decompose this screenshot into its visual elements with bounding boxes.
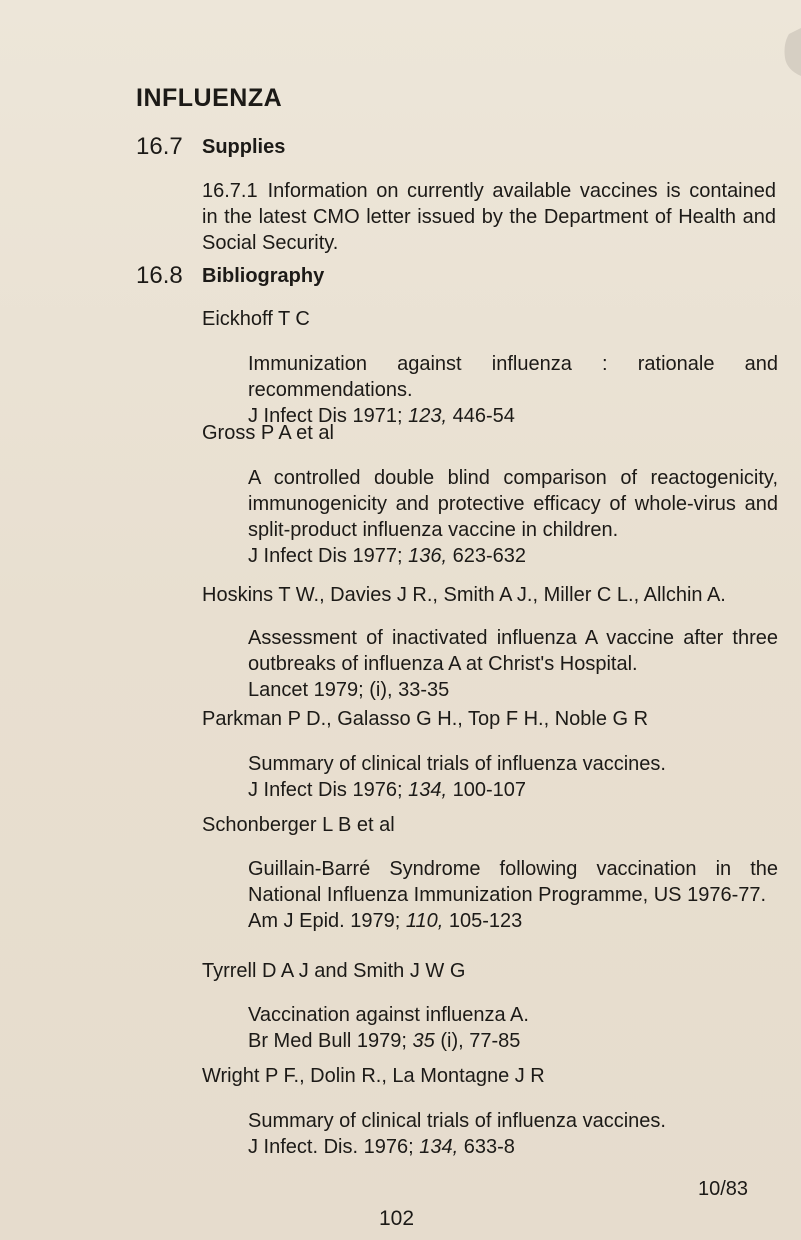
reference-entry: [248, 625, 778, 703]
reference-journal: J Infect Dis 1971;: [248, 405, 403, 427]
reference-authors: Eickhoff T C: [202, 308, 310, 330]
reference-pages: 100-107: [452, 779, 526, 801]
reference-entry: [248, 751, 778, 803]
reference-authors: Parkman P D., Galasso G H., Top F H., Noble G R: [202, 708, 649, 730]
reference-title: A controlled double blind comparison of reactogenicity, immunogenicity and protective efficacy of whole-virus and split-product influenza vaccine in children.: [248, 467, 778, 541]
reference-volume: 35: [412, 1030, 435, 1052]
reference-entry: [248, 465, 778, 569]
reference-volume: 134,: [419, 1136, 459, 1158]
reference-journal: J Infect. Dis. 1976;: [248, 1136, 414, 1158]
paragraph-number: 16.7.1: [202, 180, 258, 202]
reference-title: Summary of clinical trials of influenza vaccines.: [248, 753, 666, 775]
reference-authors: Schonberger L B et al: [202, 814, 395, 836]
reference-citation: [248, 1028, 778, 1054]
reference-title: Vaccination against influenza A.: [248, 1004, 529, 1026]
section-title-bibliography: Bibliography: [202, 265, 325, 287]
reference-citation: [248, 1134, 778, 1160]
reference-volume: 110,: [405, 910, 444, 932]
reference-volume: 134,: [408, 779, 448, 801]
reference-citation: [248, 777, 778, 803]
reference-citation: Lancet 1979; (i), 33-35: [248, 679, 450, 701]
reference-volume: 136,: [408, 545, 448, 567]
reference-pages: 623-632: [452, 545, 526, 567]
reference-pages: 105-123: [448, 910, 523, 932]
reference-pages: (i), 77-85: [440, 1030, 521, 1052]
reference-pages: 446-54: [452, 405, 515, 427]
reference-pages: 633-8: [463, 1136, 515, 1158]
reference-title: Summary of clinical trials of influenza vaccines.: [248, 1110, 666, 1132]
paragraph-text: Information on currently available vaccines is contained in the latest CMO letter issued by the Department of Health and Social Security.: [202, 180, 776, 254]
running-head: INFLUENZA: [136, 84, 283, 112]
section-number-bibliography: 16.8: [136, 262, 183, 289]
reference-journal: J Infect Dis 1976;: [248, 779, 403, 801]
reference-title: Immunization against influenza : rationale and recommendations.: [248, 353, 778, 401]
reference-journal: Br Med Bull 1979;: [248, 1030, 407, 1052]
reference-citation: [248, 543, 778, 569]
reference-entry: [248, 856, 778, 934]
reference-volume: 123,: [408, 405, 448, 427]
footer-date-code: 10/83: [698, 1178, 749, 1200]
page-corner-mark: [775, 28, 801, 76]
reference-entry: [248, 351, 778, 429]
reference-entry: [248, 1002, 778, 1054]
section-number-supplies: 16.7: [136, 133, 183, 160]
supplies-paragraph: [202, 178, 776, 256]
reference-title: Assessment of inactivated influenza A vaccine after three outbreaks of influenza A at Christ's Hospital.: [248, 627, 778, 675]
reference-authors: Wright P F., Dolin R., La Montagne J R: [202, 1065, 545, 1087]
reference-journal: J Infect Dis 1977;: [248, 545, 403, 567]
reference-authors: Tyrrell D A J and Smith J W G: [202, 960, 466, 982]
section-title-supplies: Supplies: [202, 136, 286, 158]
page-number: 102: [379, 1207, 415, 1230]
reference-entry: [248, 1108, 778, 1160]
reference-citation: [248, 908, 778, 934]
reference-authors: Hoskins T W., Davies J R., Smith A J., Miller C L., Allchin A.: [202, 584, 726, 606]
reference-authors: Gross P A et al: [202, 422, 334, 444]
reference-journal: Am J Epid. 1979;: [248, 910, 401, 932]
reference-title: Guillain-Barré Syndrome following vaccination in the National Influenza Immunization Programme, US 1976-77.: [248, 858, 778, 906]
